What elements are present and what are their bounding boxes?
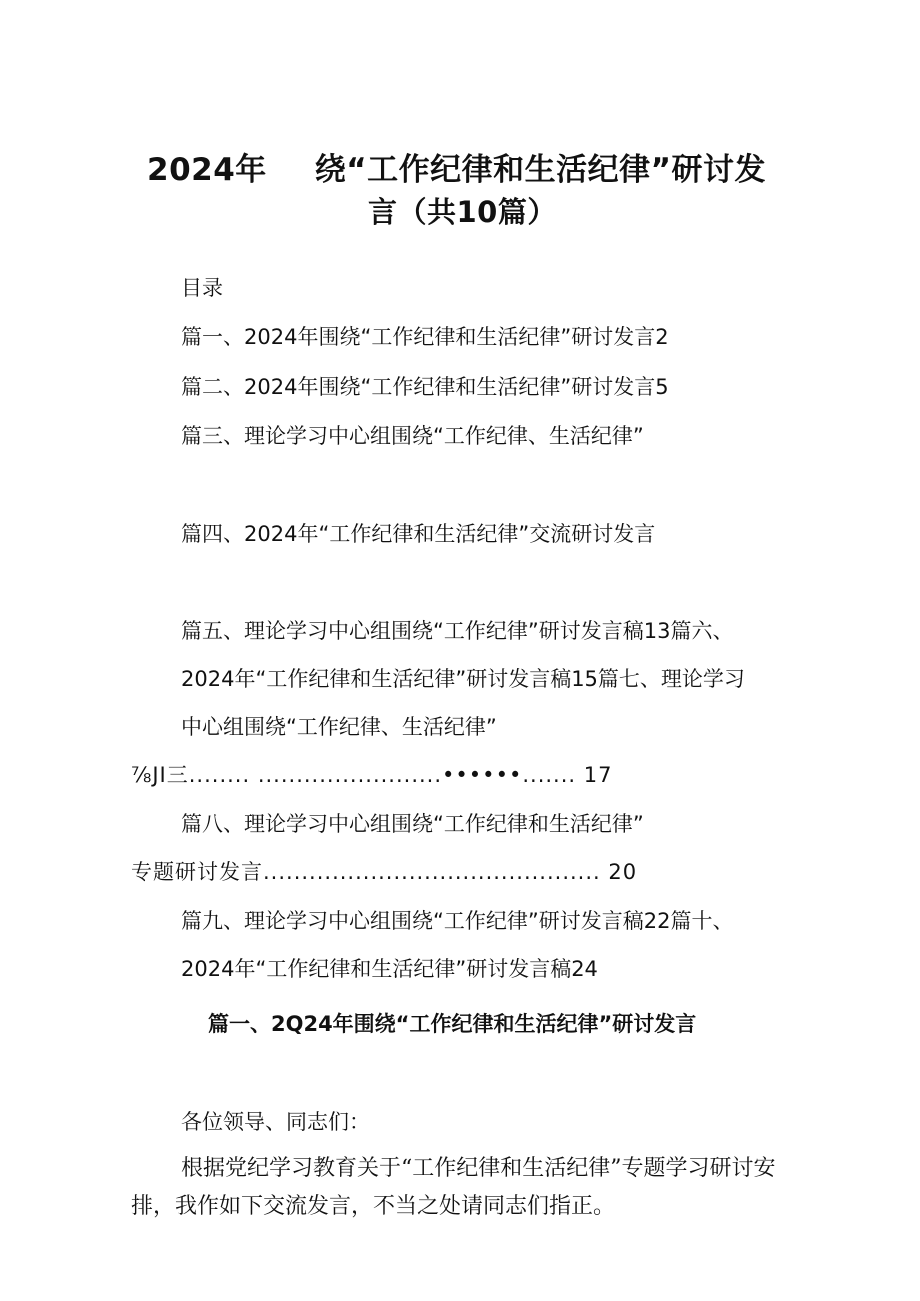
toc-item: 篇二、2024年围绕“工作纪律和生活纪律”研讨发言5 [181, 375, 669, 399]
document-title-line1 [147, 150, 766, 190]
toc-item-dotted: ⅞JI三........ ........................••••••....... 17 [131, 763, 613, 787]
toc-item: 篇一、2024年围绕“工作纪律和生活纪律”研讨发言2 [181, 325, 669, 349]
toc-item: 2024年“工作纪律和生活纪律”研讨发言稿24 [181, 957, 598, 981]
toc-heading: 目录 [181, 276, 223, 300]
title-main: 绕“工作纪律和生活纪律”研讨发 [314, 152, 767, 188]
body-salutation: 各位领导、同志们： [181, 1110, 370, 1134]
toc-item: 篇三、理论学习中心组围绕“工作纪律、生活纪律” [181, 424, 644, 448]
document-title-line2: 言（共10篇） [368, 195, 557, 229]
body-paragraph-line: 根据党纪学习教育关于“工作纪律和生活纪律”专题学习研讨安 [181, 1156, 776, 1181]
toc-item: 篇五、理论学习中心组围绕“工作纪律”研讨发言稿13篇六、 [181, 619, 734, 643]
toc-item: 篇八、理论学习中心组围绕“工作纪律和生活纪律” [181, 812, 644, 836]
toc-item: 中心组围绕“工作纪律、生活纪律” [181, 715, 497, 739]
body-paragraph-line: 排，我作如下交流发言，不当之处请同志们指正。 [131, 1194, 616, 1219]
toc-item: 篇四、2024年“工作纪律和生活纪律”交流研讨发言 [181, 522, 656, 546]
toc-item: 2024年“工作纪律和生活纪律”研讨发言稿15篇七、理论学习 [181, 667, 745, 691]
section-heading: 篇一、2Q24年围绕“工作纪律和生活纪律”研讨发言 [208, 1012, 697, 1036]
toc-item-dotted: 专题研讨发言............................................ 20 [131, 860, 638, 884]
title-year: 2024年 [147, 152, 267, 188]
toc-item: 篇九、理论学习中心组围绕“工作纪律”研讨发言稿22篇十、 [181, 909, 734, 933]
